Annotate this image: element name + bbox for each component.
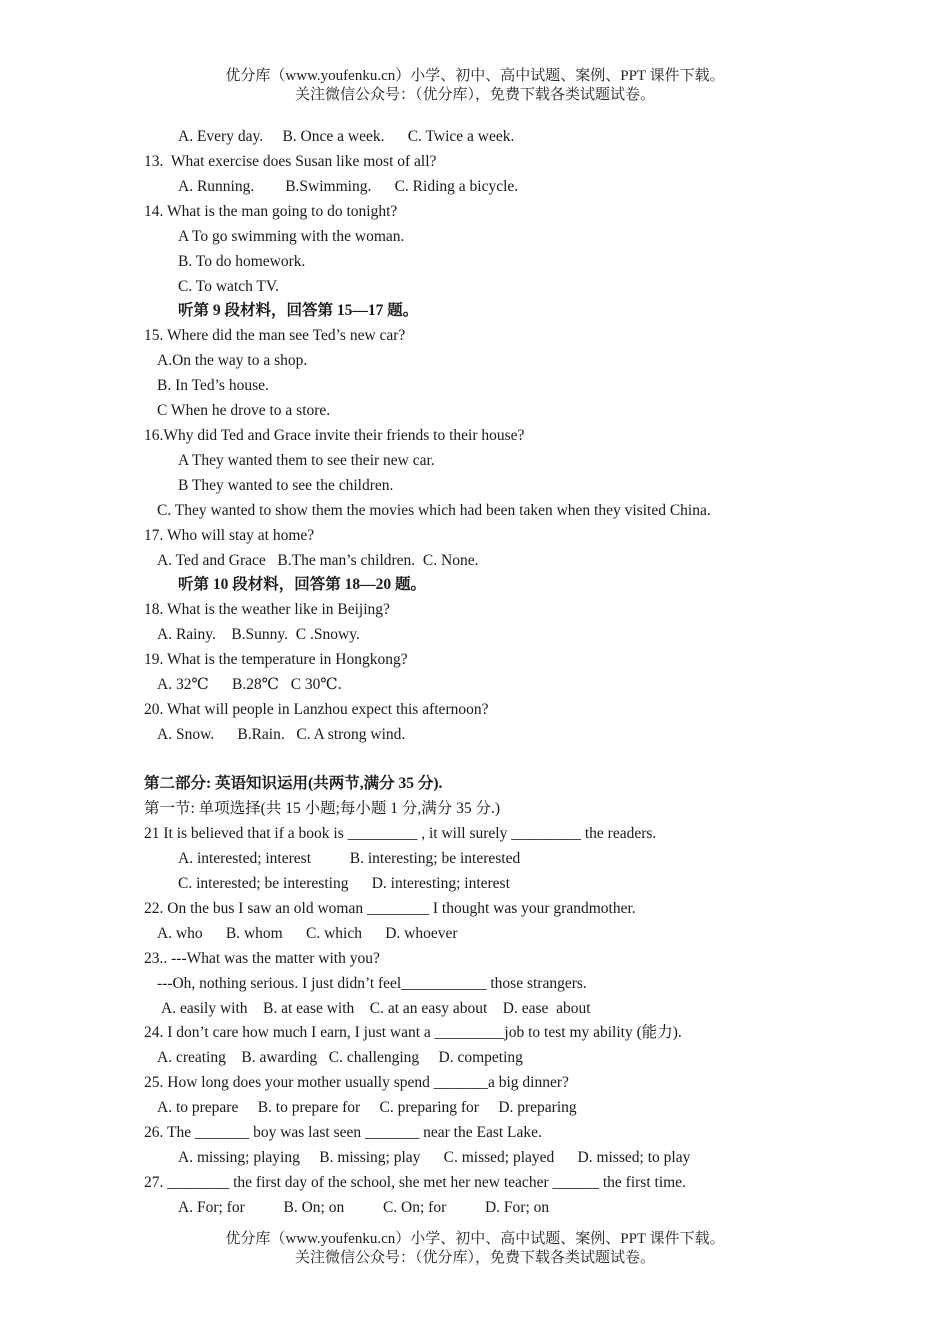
q27-options: A. For; for B. On; on C. On; for D. For; on xyxy=(178,1199,550,1216)
q15-option-c: C When he drove to a store. xyxy=(157,402,331,419)
q14-stem: 14. What is the man going to do tonight? xyxy=(144,203,398,220)
q14-option-c: C. To watch TV. xyxy=(178,278,279,295)
q19-stem: 19. What is the temperature in Hongkong? xyxy=(144,651,408,668)
q22-stem: 22. On the bus I saw an old woman ________ I thought was your grandmother. xyxy=(144,900,636,917)
q24-options: A. creating B. awarding C. challenging D. competing xyxy=(157,1049,523,1066)
section-9-instruction: 听第 9 段材料，回答第 15—17 题。 xyxy=(178,302,419,319)
q21-options-cd: C. interested; be interesting D. interesting; interest xyxy=(178,875,510,892)
q13-options: A. Running. B.Swimming. C. Riding a bicycle. xyxy=(178,178,519,195)
q18-options: A. Rainy. B.Sunny. C .Snowy. xyxy=(157,626,360,643)
q16-option-c: C. They wanted to show them the movies which had been taken when they visited China. xyxy=(157,502,711,519)
section-10-instruction: 听第 10 段材料，回答第 18—20 题。 xyxy=(178,576,427,593)
q12-options: A. Every day. B. Once a week. C. Twice a week. xyxy=(178,128,515,145)
q25-stem: 25. How long does your mother usually spend _______a big dinner? xyxy=(144,1074,569,1091)
part-two-heading: 第二部分: 英语知识运用(共两节,满分 35 分). xyxy=(144,775,443,792)
q26-stem: 26. The _______ boy was last seen _______ near the East Lake. xyxy=(144,1124,542,1141)
q15-option-b: B. In Ted’s house. xyxy=(157,377,269,394)
q15-stem: 15. Where did the man see Ted’s new car? xyxy=(144,327,406,344)
header-line-2: 关注微信公众号：（优分库），免费下载各类试题试卷。 xyxy=(294,87,655,103)
q16-option-a: A They wanted them to see their new car. xyxy=(178,452,435,469)
q26-options: A. missing; playing B. missing; play C. missed; played D. missed; to play xyxy=(178,1149,691,1166)
q25-options: A. to prepare B. to prepare for C. preparing for D. preparing xyxy=(157,1099,577,1116)
footer-line-1: 优分库（www.youfenku.cn）小学、初中、高中试题、案例、PPT 课件下载。 xyxy=(225,1231,725,1247)
q18-stem: 18. What is the weather like in Beijing? xyxy=(144,601,390,618)
footer-line-2: 关注微信公众号：（优分库），免费下载各类试题试卷。 xyxy=(294,1250,655,1266)
q19-options: A. 32℃ B.28℃ C 30℃. xyxy=(157,676,342,693)
q14-option-b: B. To do homework. xyxy=(178,253,306,270)
q16-option-b: B They wanted to see the children. xyxy=(178,477,394,494)
q22-options: A. who B. whom C. which D. whoever xyxy=(157,925,458,942)
q17-options: A. Ted and Grace B.The man’s children. C. None. xyxy=(157,552,479,569)
q20-options: A. Snow. B.Rain. C. A strong wind. xyxy=(157,726,406,743)
q20-stem: 20. What will people in Lanzhou expect this afternoon? xyxy=(144,701,489,718)
q14-option-a: A To go swimming with the woman. xyxy=(178,228,405,245)
q15-option-a: A.On the way to a shop. xyxy=(157,352,308,369)
q23-stem-reply: ---Oh, nothing serious. I just didn’t feel___________ those strangers. xyxy=(157,975,587,992)
q16-stem: 16.Why did Ted and Grace invite their friends to their house? xyxy=(144,427,525,444)
q27-stem: 27. ________ the first day of the school, she met her new teacher ______ the first time. xyxy=(144,1174,686,1191)
q13-stem: 13. What exercise does Susan like most of all? xyxy=(144,153,437,170)
q24-stem: 24. I don’t care how much I earn, I just want a _________job to test my ability (能力). xyxy=(144,1024,682,1041)
q21-stem: 21 It is believed that if a book is _________ , it will surely _________ the readers. xyxy=(144,825,657,842)
section-one-heading: 第一节: 单项选择(共 15 小题;每小题 1 分,满分 35 分.) xyxy=(144,800,501,817)
q17-stem: 17. Who will stay at home? xyxy=(144,527,315,544)
header-line-1: 优分库（www.youfenku.cn）小学、初中、高中试题、案例、PPT 课件下载。 xyxy=(225,68,725,84)
q23-stem: 23.. ---What was the matter with you? xyxy=(144,950,380,967)
q23-options: A. easily with B. at ease with C. at an easy about D. ease about xyxy=(161,1000,591,1017)
q21-options-ab: A. interested; interest B. interesting; be interested xyxy=(178,850,521,867)
